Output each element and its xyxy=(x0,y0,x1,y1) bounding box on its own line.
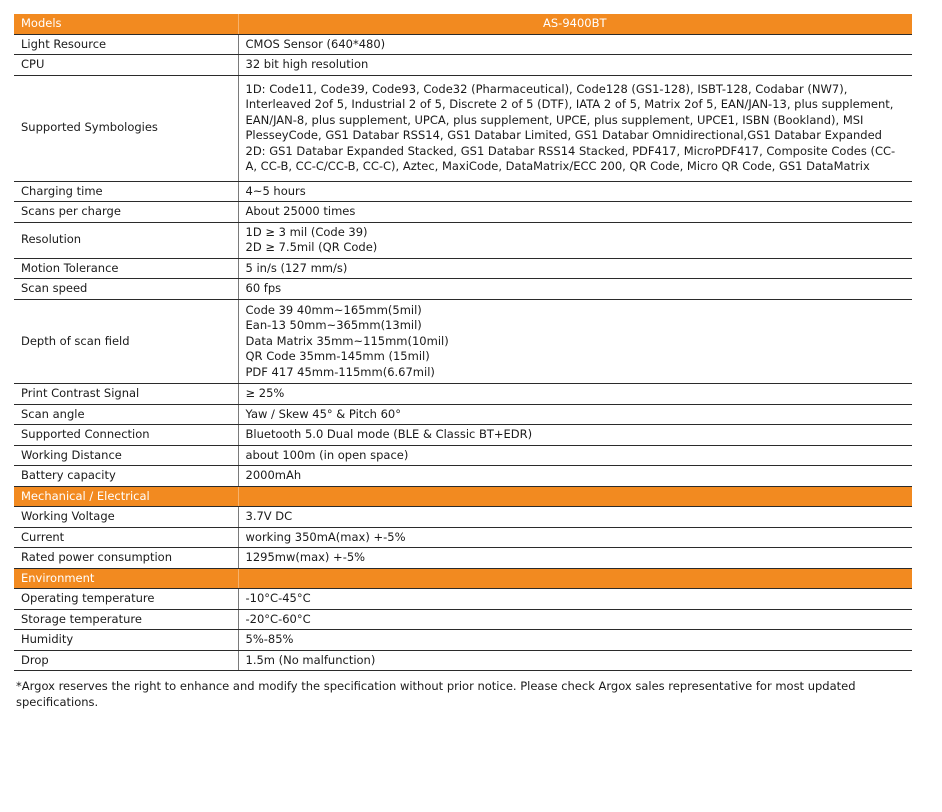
spec-row xyxy=(14,258,912,279)
spec-value: Bluetooth 5.0 Dual mode (BLE & Classic BT+EDR) xyxy=(238,425,912,446)
spec-row xyxy=(14,55,912,76)
spec-label: Scans per charge xyxy=(14,202,238,223)
section-title: Environment xyxy=(14,568,238,589)
spec-row xyxy=(14,445,912,466)
section-spacer xyxy=(238,486,912,507)
spec-row xyxy=(14,650,912,671)
spec-label: Motion Tolerance xyxy=(14,258,238,279)
spec-row xyxy=(14,279,912,300)
spec-label: Supported Symbologies xyxy=(14,75,238,181)
model-name: AS-9400BT xyxy=(238,14,912,34)
spec-row xyxy=(14,202,912,223)
spec-value: 1D: Code11, Code39, Code93, Code32 (Pharmaceutical), Code128 (GS1-128), ISBT-128, Codabar (NW7), Interleaved 2of 5, Industrial 2 of 5, Discrete 2 of 5 (DTF), IATA 2 of 5, Matrix 2of 5, EAN/JAN-13, plus supplement, EAN/JAN-8, plus supplement, UPCA, plus supplement, UPCE, plus supplement, UPCE1, ISBN (Bookland), MSI PlesseyCode, GS1 Databar RSS14, GS1 Databar Limited, GS1 Databar Omnidirectional,GS1 Databar Expanded 2D: GS1 Databar Expanded Stacked, GS1 Databar RSS14 Stacked, PDF417, MicroPDF417, Composite Codes (CC-A, CC-B, CC-C/CC-B, CC-C), Aztec, MaxiCode, DataMatrix/ECC 200, QR Code, Micro QR Code, GS1 DataMatrix xyxy=(238,75,912,181)
spec-row xyxy=(14,527,912,548)
spec-value: About 25000 times xyxy=(238,202,912,223)
spec-value: Yaw / Skew 45° & Pitch 60° xyxy=(238,404,912,425)
spec-label: Print Contrast Signal xyxy=(14,384,238,405)
spec-value: 3.7V DC xyxy=(238,507,912,528)
spec-label: Scan angle xyxy=(14,404,238,425)
spec-row xyxy=(14,299,912,384)
spec-value: ≥ 25% xyxy=(238,384,912,405)
spec-row xyxy=(14,384,912,405)
spec-table xyxy=(14,14,912,671)
spec-value: 4~5 hours xyxy=(238,181,912,202)
spec-label: CPU xyxy=(14,55,238,76)
spec-value: working 350mA(max) +-5% xyxy=(238,527,912,548)
footnote: *Argox reserves the right to enhance and modify the specification without prior notice. Please check Argox sales representative for most updated specifications. xyxy=(16,679,856,709)
spec-value: 60 fps xyxy=(238,279,912,300)
spec-label: Current xyxy=(14,527,238,548)
section-spacer xyxy=(238,568,912,589)
spec-label: Light Resource xyxy=(14,34,238,55)
spec-value: 5%-85% xyxy=(238,630,912,651)
spec-value: -20°C-60°C xyxy=(238,609,912,630)
mechanical-section-header xyxy=(14,486,912,507)
spec-label: Rated power consumption xyxy=(14,548,238,569)
spec-row xyxy=(14,630,912,651)
spec-value: 1295mw(max) +-5% xyxy=(238,548,912,569)
spec-value: 32 bit high resolution xyxy=(238,55,912,76)
spec-row xyxy=(14,466,912,487)
spec-row xyxy=(14,75,912,181)
spec-label: Storage temperature xyxy=(14,609,238,630)
spec-row xyxy=(14,34,912,55)
spec-label: Drop xyxy=(14,650,238,671)
section-title: Mechanical / Electrical xyxy=(14,486,238,507)
spec-label: Working Voltage xyxy=(14,507,238,528)
spec-label: Resolution xyxy=(14,222,238,258)
models-label: Models xyxy=(14,14,238,34)
spec-row xyxy=(14,589,912,610)
spec-row xyxy=(14,425,912,446)
spec-value: 2000mAh xyxy=(238,466,912,487)
spec-label: Charging time xyxy=(14,181,238,202)
spec-row xyxy=(14,181,912,202)
spec-value: Code 39 40mm~165mm(5mil) Ean-13 50mm~365mm(13mil) Data Matrix 35mm~115mm(10mil) QR Code 35mm-145mm (15mil) PDF 417 45mm-115mm(6.67mil) xyxy=(238,299,912,384)
spec-value: 5 in/s (127 mm/s) xyxy=(238,258,912,279)
spec-value: 1.5m (No malfunction) xyxy=(238,650,912,671)
spec-value: about 100m (in open space) xyxy=(238,445,912,466)
spec-label: Scan speed xyxy=(14,279,238,300)
spec-label: Operating temperature xyxy=(14,589,238,610)
spec-label: Working Distance xyxy=(14,445,238,466)
spec-row xyxy=(14,609,912,630)
spec-sheet xyxy=(14,14,912,710)
spec-row xyxy=(14,507,912,528)
spec-row xyxy=(14,222,912,258)
environment-section-header xyxy=(14,568,912,589)
spec-value: 1D ≥ 3 mil (Code 39) 2D ≥ 7.5mil (QR Code) xyxy=(238,222,912,258)
spec-label: Humidity xyxy=(14,630,238,651)
spec-label: Supported Connection xyxy=(14,425,238,446)
spec-value: CMOS Sensor (640*480) xyxy=(238,34,912,55)
spec-row xyxy=(14,548,912,569)
spec-row xyxy=(14,404,912,425)
spec-label: Battery capacity xyxy=(14,466,238,487)
models-header-row xyxy=(14,14,912,34)
spec-label: Depth of scan field xyxy=(14,299,238,384)
spec-value: -10°C-45°C xyxy=(238,589,912,610)
